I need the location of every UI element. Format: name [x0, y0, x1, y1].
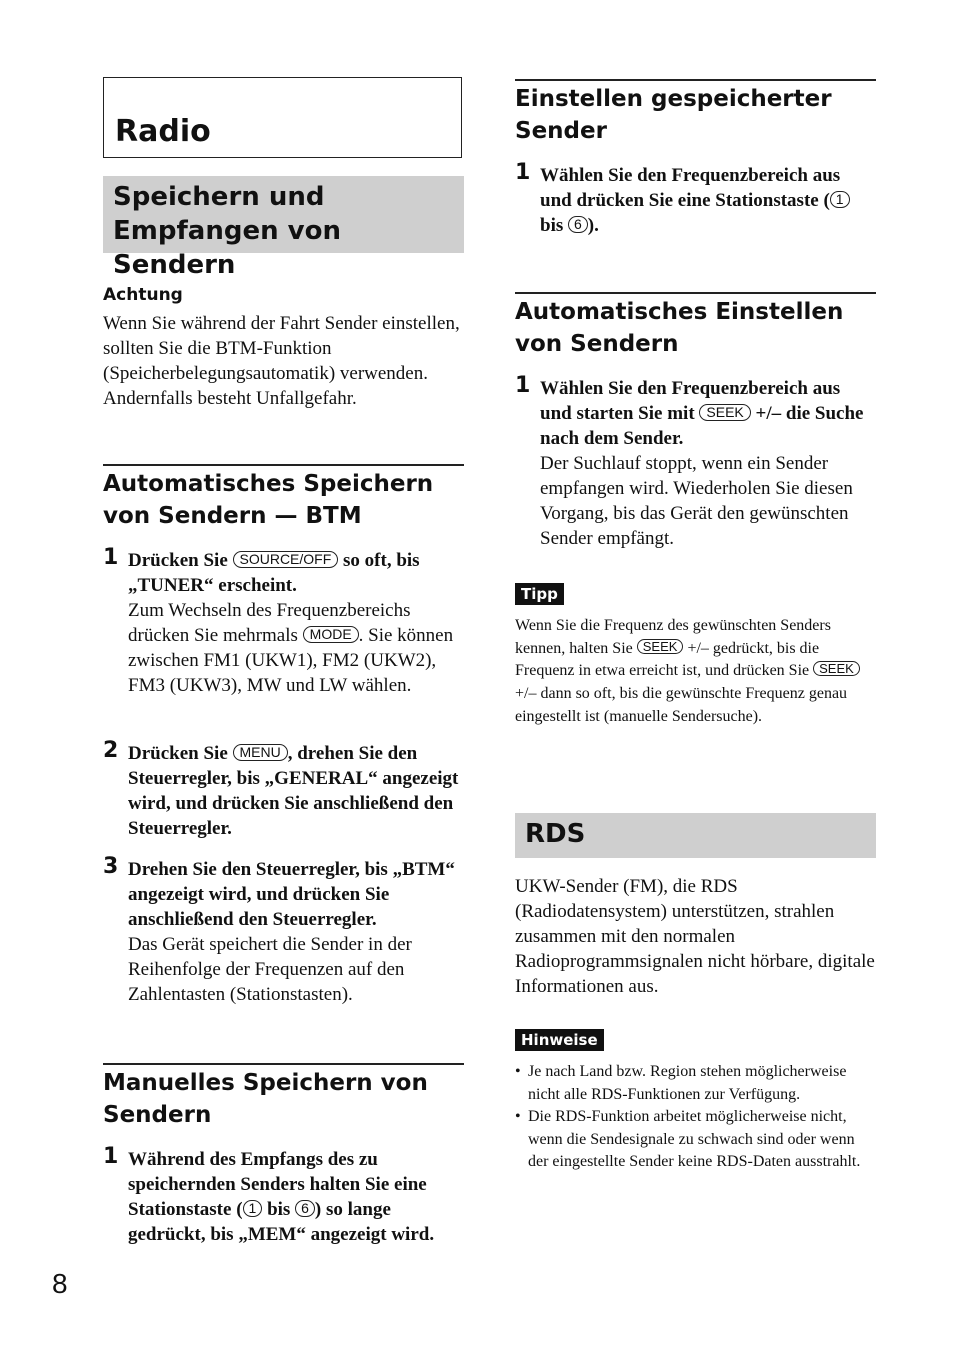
step-instruction: Drehen Sie den Steuerregler, bis „BTM“ angezeigt wird, und drücken Sie anschließend den Steuerregler. — [128, 859, 455, 930]
chapter-title: Radio — [115, 114, 211, 149]
tip-label: Tipp — [515, 583, 564, 605]
step-instruction-cont: +/– die Suche nach dem Sender. — [540, 403, 864, 449]
tip-text-a: Wenn Sie die Frequenz des gewünschten Senders kennen, halten Sie — [515, 617, 831, 657]
section-heading-store-receive: Speichern und Empfangen von Sendern — [103, 176, 464, 253]
step-instruction-mid: bis — [262, 1199, 296, 1220]
section-heading-rds: RDS — [515, 813, 876, 858]
heading-manual-store: Manuelles Speichern von Sendern — [103, 1063, 464, 1131]
step-instruction: Drücken Sie — [128, 743, 233, 764]
tip-text-b: +/– gedrückt, bis die Frequenz in etwa erreicht ist, und drücken Sie — [515, 639, 820, 680]
btm-step-3 — [103, 854, 464, 1007]
preset-key-6: 6 — [295, 1200, 315, 1217]
step-number: 1 — [103, 545, 119, 570]
auto-tune-step-1 — [515, 373, 876, 551]
step-detail-cont: . Sie können zwischen FM1 (UKW1), FM2 (UKW2), FM3 (UKW3), MW und LW wählen. — [128, 625, 454, 696]
source-off-key: SOURCE/OFF — [233, 551, 339, 568]
heading-auto-tune: Automatisches Einstellen von Sendern — [515, 292, 876, 360]
rds-intro-text: UKW-Sender (FM), die RDS (Radiodatensystem) unterstützen, strahlen zusammen mit den normalen Radioprogrammsignalen nicht hörbare, digitale Informationen aus. — [515, 876, 875, 997]
caution-text: Wenn Sie während der Fahrt Sender einstellen, sollten Sie die BTM-Funktion (Speicherbelegungsautomatik) verwenden. Andernfalls besteht Unfallgefahr. — [103, 313, 460, 409]
btm-step-2 — [103, 738, 464, 841]
btm-step-1 — [103, 545, 464, 698]
notes-list — [515, 1061, 876, 1174]
step-number: 2 — [103, 738, 119, 763]
tip-text — [515, 615, 876, 729]
chapter-title-box — [103, 77, 462, 158]
tip-text-c: +/– dann so oft, bis die gewünschte Frequenz genau eingestellt ist (manuelle Sendersuche). — [515, 685, 848, 725]
note-item: • Je nach Land bzw. Region stehen möglicherweise nicht alle RDS-Funktionen zur Verfügung. — [515, 1061, 876, 1106]
manual-step-1 — [103, 1144, 464, 1247]
heading-btm: Automatisches Speichern von Sendern — BTM — [103, 464, 464, 532]
step-instruction-cont: ). — [587, 215, 599, 236]
step-number: 3 — [103, 854, 119, 879]
step-number: 1 — [103, 1144, 119, 1169]
step-instruction: Drücken Sie — [128, 550, 233, 571]
notes-label: Hinweise — [515, 1029, 604, 1051]
step-detail: Das Gerät speichert die Sender in der Reihenfolge der Frequenzen auf den Zahlentasten (Stationstasten). — [128, 934, 412, 1005]
seek-key: SEEK — [637, 639, 684, 654]
menu-key: MENU — [233, 744, 288, 761]
seek-key: SEEK — [699, 404, 750, 421]
step-detail: Zum Wechseln des Frequenzbereichs drücken Sie mehrmals — [128, 600, 411, 646]
step-number: 1 — [515, 160, 531, 185]
note-item: • Die RDS-Funktion arbeitet möglicherweise nicht, wenn die Sendesignale zu schwach sind oder wenn der eingestellte Sender keine RDS-Daten ausstrahlt. — [515, 1106, 876, 1174]
seek-key: SEEK — [813, 661, 860, 676]
step-instruction-cont: so oft, bis „TUNER“ erscheint. — [128, 550, 420, 596]
step-detail: Der Suchlauf stoppt, wenn ein Sender empfangen wird. Wiederholen Sie diesen Vorgang, bis das Gerät den gewünschten Sender empfängt. — [540, 453, 853, 549]
tune-stored-step-1 — [515, 160, 876, 238]
caution-label: Achtung — [103, 285, 183, 305]
page-number: 8 — [52, 1268, 68, 1299]
step-instruction: Wählen Sie den Frequenzbereich aus und drücken Sie eine Stationstaste ( — [540, 165, 841, 211]
step-instruction: Während des Empfangs des zu speichernden Senders halten Sie eine Stationstaste ( — [128, 1149, 427, 1220]
step-instruction: Wählen Sie den Frequenzbereich aus und starten Sie mit — [540, 378, 841, 424]
step-instruction-cont: ) so lange gedrückt, bis „MEM“ angezeigt wird. — [128, 1199, 435, 1245]
step-instruction-mid: bis — [540, 215, 568, 236]
step-instruction-cont: , drehen Sie den Steuerregler, bis „GENERAL“ angezeigt wird, und drücken Sie anschließend den Steuerregler. — [128, 743, 459, 839]
preset-key-1: 1 — [243, 1200, 263, 1217]
preset-key-1: 1 — [830, 191, 850, 208]
mode-key: MODE — [303, 626, 359, 643]
heading-tune-stored: Einstellen gespeicherter Sender — [515, 79, 876, 147]
preset-key-6: 6 — [568, 216, 588, 233]
step-number: 1 — [515, 373, 531, 398]
